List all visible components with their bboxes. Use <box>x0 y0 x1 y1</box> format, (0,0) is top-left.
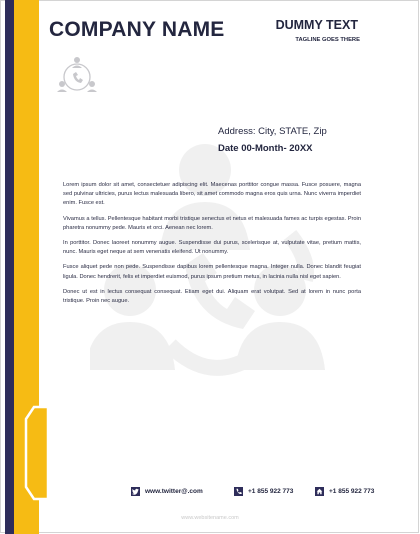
company-name: COMPANY NAME <box>49 18 225 41</box>
twitter-icon <box>131 487 140 496</box>
body-paragraph: Lorem ipsum dolor sit amet, consectetuer adipiscing elit. Maecenas porttitor congue massa. Fusce posuere, magna sed pulvinar ultricies, purus lectus malesuada libero, sit amet commodo magna eros quis urna. Nunc viverra imperdiet enim. Fusce est. <box>63 182 361 207</box>
body-paragraph: Donec ut est in lectus consequat consequat. Etiam eget dui. Aliquam erat volutpat. Sed at lorem in nunc porta tristique. Proin nec augue. <box>63 288 361 305</box>
people-network-icon <box>54 54 100 100</box>
phone-number: +1 855 922 773 <box>329 488 375 495</box>
footer-phone-1[interactable] <box>234 487 293 496</box>
website-url[interactable]: www.websitename.com <box>181 515 239 521</box>
body-paragraph: Fusce aliquet pede non pede. Suspendisse dapibus lorem pellentesque magna. Integer nulla. Donec blandit feugiat ligula. Donec hendrerit, felis et imperdiet euismod, purus ipsum pretium metus, in lacinia nulla nisl eget sapien. <box>63 264 361 280</box>
home-icon <box>315 487 324 496</box>
body-paragraph: Vivamus a tellus. Pellentesque habitant morbi tristique senectus et netus et malesuada fames ac turpis egestas. Proin pharetra nonummy pede. Mauris et orci. Aenean nec lorem. <box>63 215 361 231</box>
footer-phone-2[interactable] <box>315 487 374 496</box>
address-line: Address: City, STATE, Zip <box>218 126 327 137</box>
body-paragraph: In porttitor. Donec laoreet nonummy augue. Suspendisse dui purus, scelerisque at, vulputate vitae, pretium mattis, nunc. Mauris eget neque at sem venenatis eleifend. Ut nonummy. <box>63 240 361 256</box>
hexagon-shape <box>24 405 50 501</box>
footer-twitter[interactable] <box>131 487 203 496</box>
dummy-text-heading: DUMMY TEXT <box>275 18 358 32</box>
phone-number: +1 855 922 773 <box>248 488 294 495</box>
left-navy-stripe <box>5 0 14 534</box>
letter-body <box>63 181 361 312</box>
twitter-handle: www.twitter@.com <box>145 488 203 495</box>
phone-icon <box>234 487 243 496</box>
date-line: Date 00-Month- 20XX <box>218 143 313 154</box>
tagline: TAGLINE GOES THERE <box>295 37 360 43</box>
